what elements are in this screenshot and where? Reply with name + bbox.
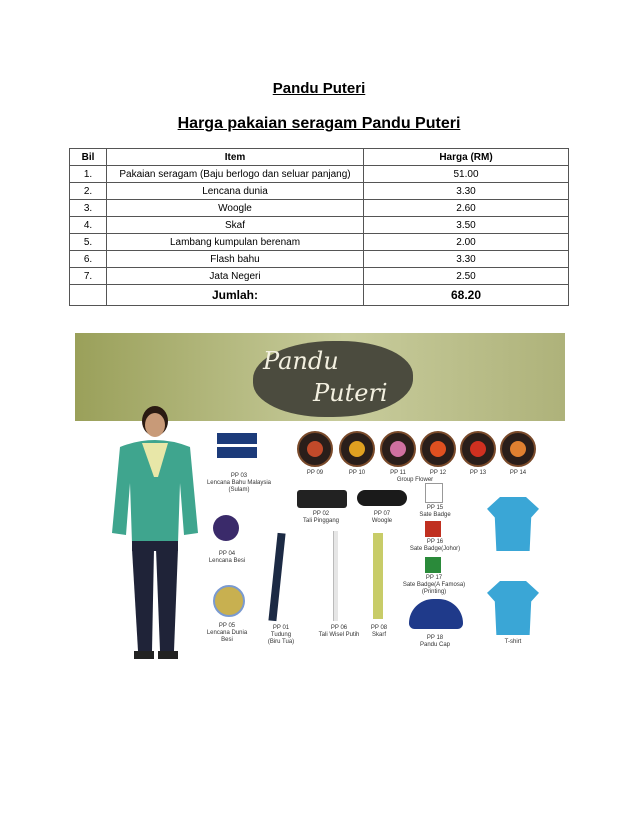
cell-bil: 5.	[70, 234, 107, 251]
total-value: 68.20	[364, 285, 569, 306]
table-row	[70, 217, 569, 234]
whistle-lanyard-image	[333, 531, 338, 621]
uniform-poster	[75, 333, 565, 670]
cell-harga: 51.00	[364, 166, 569, 183]
cell-empty	[70, 285, 107, 306]
cell-bil: 1.	[70, 166, 107, 183]
cell-item: Lambang kumpulan berenam	[107, 234, 364, 251]
cell-bil: 6.	[70, 251, 107, 268]
patch-pp09	[297, 431, 333, 467]
patch-pp13	[460, 431, 496, 467]
girl-in-uniform-image	[100, 403, 210, 665]
label-pp11: PP 11	[390, 470, 406, 476]
cell-item: Skaf	[107, 217, 364, 234]
table-row	[70, 183, 569, 200]
page-title: Pandu Puteri	[272, 80, 366, 97]
metal-badge-image	[213, 515, 239, 541]
afamosa-badge-image	[425, 557, 441, 573]
label-pp01: PP 01 Tudung (Biru Tua)	[267, 625, 295, 645]
label-pp16: PP 16 Sate Badge(Johor)	[409, 539, 461, 552]
cell-bil: 4.	[70, 217, 107, 234]
label-pp08: PP 08 Skarf	[370, 625, 388, 638]
cell-item: Flash bahu	[107, 251, 364, 268]
table-row	[70, 251, 569, 268]
cell-item: Jata Negeri	[107, 268, 364, 285]
total-label: Jumlah:	[107, 285, 364, 306]
label-pp04: PP 04 Lencana Besi	[208, 551, 246, 564]
label-pp15: PP 15 Sate Badge	[419, 505, 451, 518]
table-header-row	[70, 149, 569, 166]
cap-image	[409, 599, 463, 629]
cell-item: Lencana dunia	[107, 183, 364, 200]
label-pp05: PP 05 Lencana Dunia Besi	[206, 623, 248, 643]
table-row	[70, 268, 569, 285]
belt-image	[297, 490, 347, 508]
label-pp14: PP 14	[509, 470, 527, 476]
cell-bil: 7.	[70, 268, 107, 285]
label-tshirt: T-shirt	[504, 639, 522, 645]
label-pp09: PP 09	[306, 470, 324, 476]
label-pp12: PP 12	[429, 470, 447, 476]
cell-harga: 3.50	[364, 217, 569, 234]
cell-harga: 2.50	[364, 268, 569, 285]
cell-bil: 3.	[70, 200, 107, 217]
label-pp07: PP 07 Woogle	[371, 511, 393, 524]
world-badge-image	[213, 585, 245, 617]
state-badge-image	[425, 483, 443, 503]
header-bil: Bil	[70, 149, 107, 166]
cell-harga: 2.60	[364, 200, 569, 217]
shoulder-flash-image	[213, 433, 261, 460]
cell-harga: 3.30	[364, 183, 569, 200]
tudung-image	[268, 533, 285, 621]
cell-item: Pakaian seragam (Baju berlogo dan seluar panjang)	[107, 166, 364, 183]
label-pp02: PP 02 Tali Pinggang	[302, 511, 340, 524]
scarf-image	[373, 533, 383, 619]
label-pp03: PP 03 Lencana Bahu Malaysia (Sulam)	[206, 473, 272, 493]
cell-item: Woogle	[107, 200, 364, 217]
patch-pp11	[380, 431, 416, 467]
header-item: Item	[107, 149, 364, 166]
table-row	[70, 234, 569, 251]
cell-harga: 3.30	[364, 251, 569, 268]
brand-word-1: Pandu	[263, 347, 339, 375]
shirt-image	[487, 497, 539, 551]
label-pp06: PP 06 Tali Wisel Putih	[318, 625, 360, 638]
woggle-image	[357, 490, 407, 506]
tshirt-image	[487, 581, 539, 635]
label-pp18: PP 18 Pandu Cap	[419, 635, 451, 648]
label-pp10: PP 10	[348, 470, 366, 476]
total-row	[70, 285, 569, 306]
label-pp17: PP 17 Sate Badge(A Famosa) (Printing)	[402, 575, 466, 595]
cell-bil: 2.	[70, 183, 107, 200]
page-subtitle: Harga pakaian seragam Pandu Puteri	[177, 115, 461, 132]
table-row	[70, 166, 569, 183]
header-harga: Harga (RM)	[364, 149, 569, 166]
label-pp13: PP 13	[469, 470, 487, 476]
cell-harga: 2.00	[364, 234, 569, 251]
label-group-flower: Group Flower	[396, 477, 434, 483]
patch-pp14	[500, 431, 536, 467]
brand-word-2: Puteri	[313, 379, 388, 407]
table-row	[70, 200, 569, 217]
johor-badge-image	[425, 521, 441, 537]
patch-pp10	[339, 431, 375, 467]
patch-pp12	[420, 431, 456, 467]
price-table	[69, 148, 569, 306]
